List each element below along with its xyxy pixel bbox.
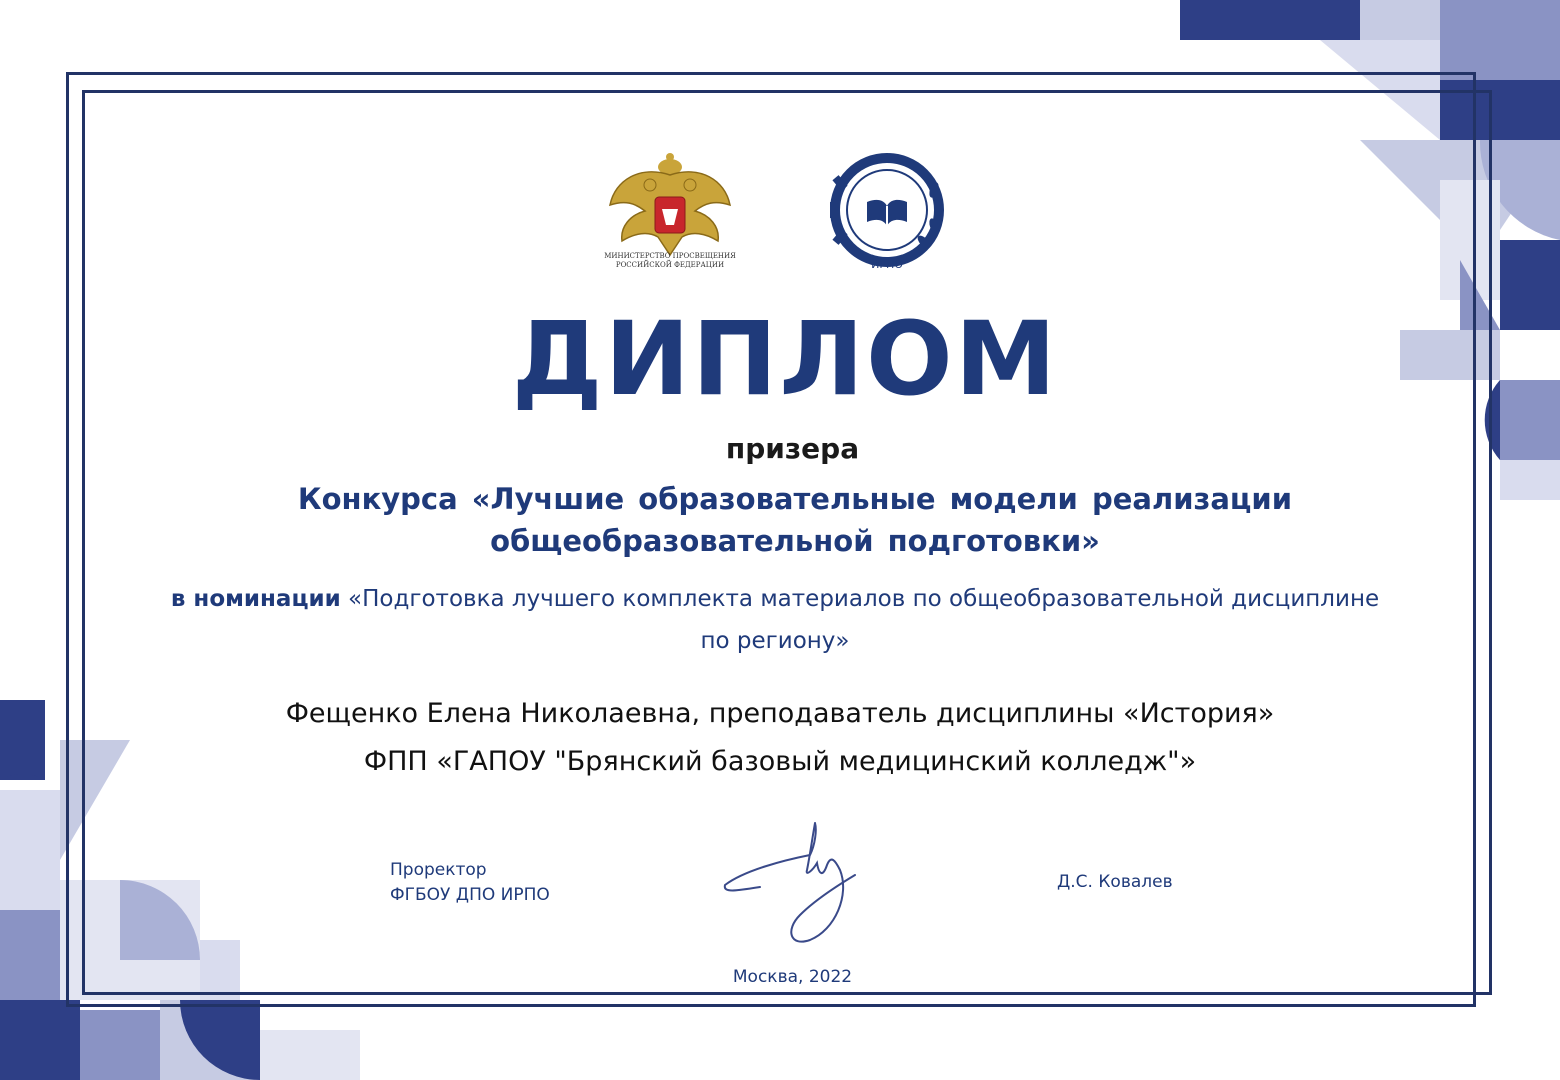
- nomination-text: «Подготовка лучшего комплекта материалов по общеобразовательной дисциплине по региону»: [348, 586, 1380, 654]
- contest-line2: общеобразовательной подготовки»: [490, 524, 1100, 558]
- nomination: [170, 578, 1380, 662]
- nomination-lead: в номинации: [170, 586, 341, 612]
- signature-image: [715, 815, 875, 955]
- place-and-year: Москва, 2022: [732, 967, 853, 987]
- contest-line1: Конкурса «Лучшие образовательные модели реализации: [297, 482, 1293, 516]
- ministry-caption-line1: МИНИСТЕРСТВО ПРОСВЕЩЕНИЯ: [604, 252, 736, 260]
- contest-name: [0, 478, 1560, 562]
- ministry-caption-line2: РОССИЙСКОЙ ФЕДЕРАЦИИ: [615, 261, 725, 269]
- signatory-name: Д.С. Ковалев: [1057, 872, 1173, 892]
- diploma-title: ДИПЛОМ: [511, 300, 1059, 419]
- recipient: [0, 690, 1560, 786]
- diploma-subtitle: призера: [725, 432, 860, 465]
- recipient-org-line: ФПП «ГАПОУ "Брянский базовый медицинский колледж"»: [363, 746, 1197, 777]
- signatory-position: [390, 858, 550, 908]
- signatory-position-line2: ФГБОУ ДПО ИРПО: [390, 885, 550, 905]
- recipient-name-line: Фещенко Елена Николаевна, преподаватель дисциплины «История»: [285, 698, 1275, 729]
- irpo-logo-icon: [822, 150, 952, 275]
- irpo-label: ИРПО: [871, 258, 903, 271]
- ministry-caption: [580, 252, 760, 270]
- signatory-position-line1: Проректор: [390, 860, 487, 880]
